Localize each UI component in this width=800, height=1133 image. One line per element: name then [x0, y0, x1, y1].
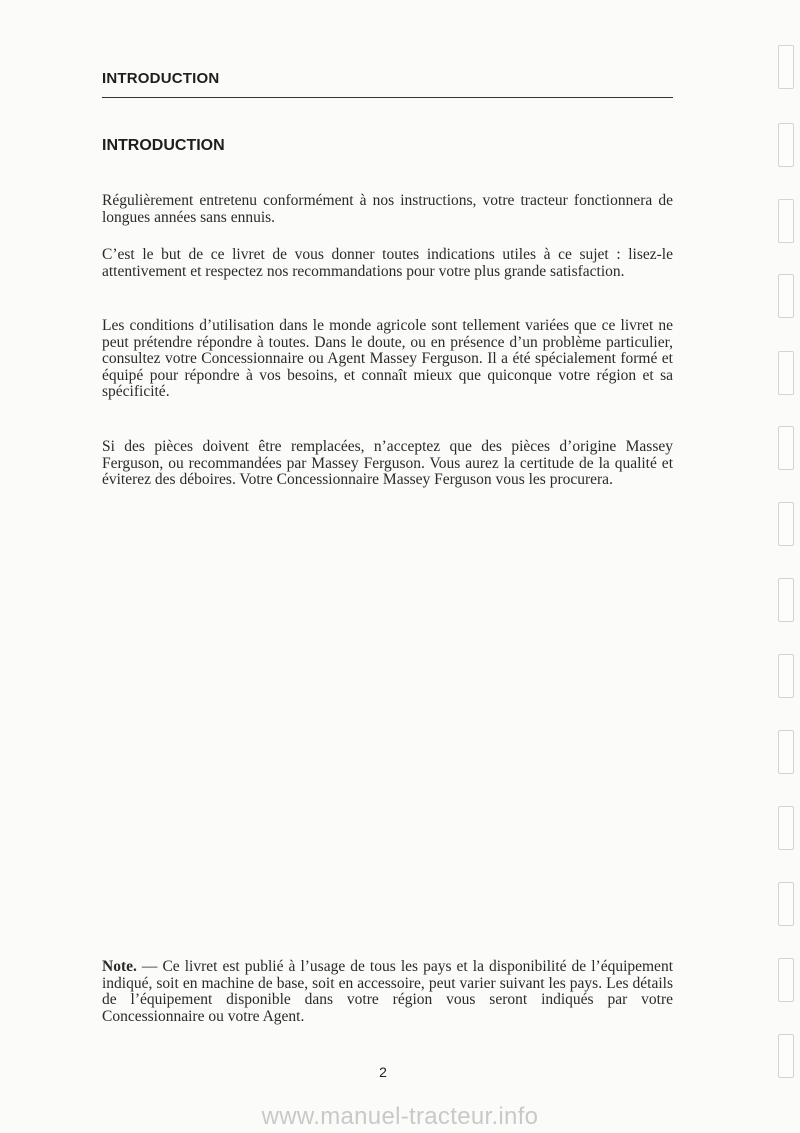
note-text: — Ce livret est publié à l’usage de tous les pays et la disponibilité de l’équipement indiqué, soit en machine de base, soit en accessoire, peut varier suivant les pays. Les détails de l’équipement disponible dans votre région vous seront indiqués par votre Concessionnaire ou votre Agent.: [102, 958, 673, 1025]
binder-tab: [778, 730, 794, 774]
running-header: INTRODUCTION: [102, 70, 220, 87]
section-title: INTRODUCTION: [102, 137, 225, 154]
paragraph-purpose: C’est le but de ce livret de vous donner toutes indications utiles à ce sujet : lisez-le attentivement et respectez nos recommandations pour votre plus grande satisfaction.: [102, 246, 673, 280]
note-paragraph: [102, 959, 673, 1025]
binder-tab: [778, 502, 794, 546]
binder-tab: [778, 199, 794, 243]
header-rule: [102, 97, 673, 98]
binder-tab: [778, 426, 794, 470]
binder-tab: [778, 654, 794, 698]
paragraph-intro: Régulièrement entretenu conformément à nos instructions, votre tracteur fonctionnera de longues années sans ennuis.: [102, 192, 673, 226]
binder-tab: [778, 123, 794, 167]
binder-tab: [778, 958, 794, 1002]
binder-tab: [778, 578, 794, 622]
binder-tab: [778, 351, 794, 395]
binder-tab: [778, 806, 794, 850]
note-label: Note.: [102, 958, 137, 975]
binder-tab: [778, 45, 794, 89]
paragraph-conditions: Les conditions d’utilisation dans le monde agricole sont tellement variées que ce livret ne peut prétendre répondre à toutes. Dans le doute, ou en présence d’un problème particulier, consultez votre Concessionnaire ou Agent Massey Ferguson. Il a été spécialement formé et équipé pour répondre à vos besoins, et connaît mieux que quiconque votre région et sa spécificité.: [102, 317, 673, 400]
binder-tab: [778, 882, 794, 926]
binder-tab: [778, 274, 794, 318]
page-number: 2: [379, 1064, 387, 1080]
paragraph-parts: Si des pièces doivent être remplacées, n’acceptez que des pièces d’origine Massey Ferguson, ou recommandées par Massey Ferguson. Vous aurez la certitude de la qualité et éviterez des déboires. Votre Concessionnaire Massey Ferguson vous les procurera.: [102, 438, 673, 488]
binder-tab: [778, 1034, 794, 1078]
watermark: www.manuel-tracteur.info: [261, 1103, 539, 1130]
binder-tabs: [772, 45, 800, 1085]
